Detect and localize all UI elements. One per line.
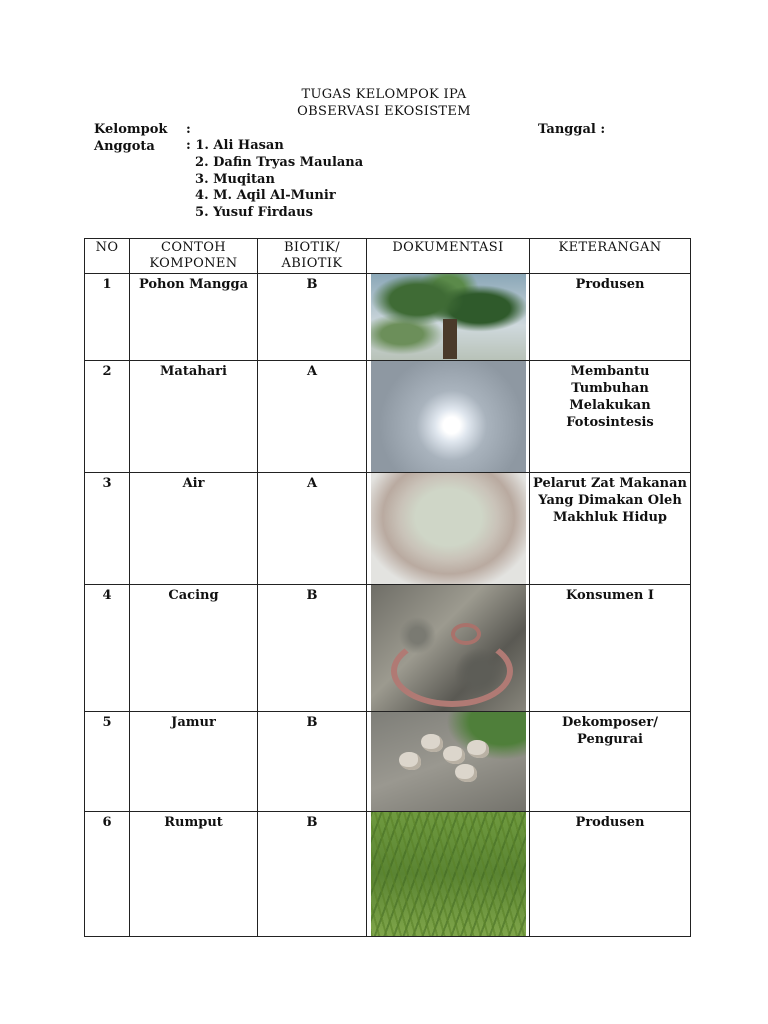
member-item: 3. Muqitan [186, 171, 275, 187]
kelompok-label: Kelompok [94, 122, 168, 137]
cell-photo [367, 712, 530, 812]
grass-photo [371, 812, 526, 936]
cell-keterangan: Pelarut Zat Makanan Yang Dimakan Oleh Makhluk Hidup [530, 473, 691, 585]
cell-no: 2 [85, 361, 130, 473]
cell-komponen: Pohon Mangga [130, 274, 258, 361]
cell-photo [367, 473, 530, 585]
cell-keterangan: Produsen [530, 812, 691, 937]
mushroom-photo [371, 712, 526, 811]
cell-no: 5 [85, 712, 130, 812]
cell-keterangan: Produsen [530, 274, 691, 361]
cell-jenis: B [258, 585, 367, 712]
header-dokumentasi: DOKUMENTASI [367, 239, 530, 274]
water-photo [371, 473, 526, 584]
header-contoh-komponen: CONTOH KOMPONEN [130, 239, 258, 274]
cell-komponen: Rumput [130, 812, 258, 937]
cell-keterangan: Konsumen I [530, 585, 691, 712]
tanggal-label: Tanggal : [538, 122, 606, 137]
cell-keterangan: Dekomposer/ Pengurai [530, 712, 691, 812]
cell-photo [367, 361, 530, 473]
document-title: TUGAS KELOMPOK IPA [301, 87, 467, 102]
table-row [85, 361, 691, 473]
table-row [85, 473, 691, 585]
cell-photo [367, 812, 530, 937]
worm-photo [371, 585, 526, 711]
header-biotik-abiotik: BIOTIK/ ABIOTIK [258, 239, 367, 274]
cell-komponen: Jamur [130, 712, 258, 812]
anggota-label: Anggota [94, 139, 155, 154]
member-item: 5. Yusuf Firdaus [186, 205, 313, 221]
cell-photo [367, 585, 530, 712]
member-item: 2. Dafin Tryas Maulana [186, 154, 364, 170]
cell-jenis: A [258, 473, 367, 585]
cell-keterangan: Membantu Tumbuhan Melakukan Fotosintesis [530, 361, 691, 473]
header-keterangan: KETERANGAN [530, 239, 691, 274]
kelompok-value: : [186, 122, 191, 137]
member-item: 4. M. Aqil Al-Munir [186, 188, 336, 204]
table-row [85, 712, 691, 812]
header-no: NO [85, 239, 130, 274]
member-list [186, 138, 363, 222]
observation-table [84, 238, 691, 937]
table-row [85, 585, 691, 712]
cell-jenis: A [258, 361, 367, 473]
member-item: : 1. Ali Hasan [186, 138, 284, 153]
document-subtitle: OBSERVASI EKOSISTEM [297, 104, 471, 119]
cell-komponen: Air [130, 473, 258, 585]
cell-jenis: B [258, 712, 367, 812]
cell-no: 4 [85, 585, 130, 712]
cell-no: 1 [85, 274, 130, 361]
cell-jenis: B [258, 274, 367, 361]
table-row [85, 812, 691, 937]
cell-komponen: Matahari [130, 361, 258, 473]
table-row [85, 274, 691, 361]
table-header-row [85, 239, 691, 274]
cell-komponen: Cacing [130, 585, 258, 712]
mango-tree-photo [371, 274, 526, 360]
cell-no: 3 [85, 473, 130, 585]
cell-no: 6 [85, 812, 130, 937]
cell-jenis: B [258, 812, 367, 937]
sun-photo [371, 361, 526, 472]
cell-photo [367, 274, 530, 361]
